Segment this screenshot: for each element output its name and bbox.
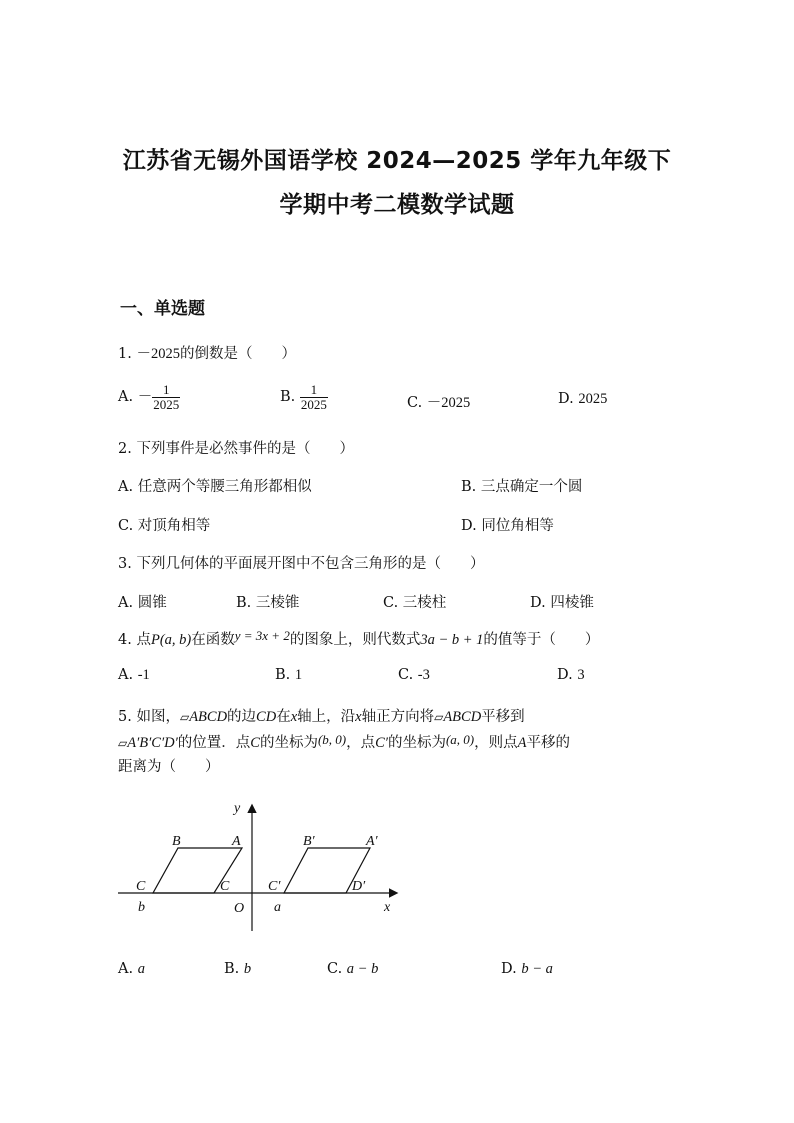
q5-text: 平移到 <box>481 709 525 725</box>
label-c-left: C <box>136 879 146 894</box>
option-text: 三棱柱 <box>402 595 447 611</box>
option-label: D. <box>501 961 517 977</box>
question-4 <box>118 628 599 649</box>
option-text: 同位角相等 <box>481 518 554 534</box>
question-number: 2. <box>118 441 132 457</box>
q4-text: 的值等于（ ） <box>483 632 600 648</box>
function-expression: y = 3x + 2 <box>234 628 290 643</box>
label-b-coordinate: b <box>138 900 145 915</box>
q2-option-c[interactable] <box>118 514 210 535</box>
label-a-coordinate: a <box>274 900 281 915</box>
option-label: D. <box>557 667 573 683</box>
translation-figure <box>118 798 408 938</box>
option-label: B. <box>224 961 240 977</box>
parallelogram-name: ABCD <box>189 709 228 725</box>
q3-option-a[interactable] <box>118 591 167 612</box>
label-c-right: C <box>220 879 230 894</box>
label-c-prime: C′ <box>268 879 281 894</box>
option-value: －2025 <box>426 395 471 411</box>
coordinate: (b, 0) <box>317 732 347 747</box>
document-title-line2: 学期中考二模数学试题 <box>279 192 515 218</box>
q4-text: 在函数 <box>191 632 235 648</box>
option-label: A. <box>118 389 134 406</box>
q5-text: 的坐标为 <box>259 735 318 751</box>
question-1 <box>118 342 296 363</box>
section-heading: 一、单选题 <box>120 299 205 319</box>
fraction-numerator: 1 <box>300 383 328 398</box>
fraction-denominator: 2025 <box>153 396 180 412</box>
algebraic-expression: 3a − b + 1 <box>420 632 484 648</box>
y-axis-label: y <box>234 801 241 816</box>
coordinate: (a, 0) <box>445 732 475 747</box>
question-number: 5. <box>118 709 132 725</box>
option-value: a − b <box>346 961 379 977</box>
q5-text: 的坐标为 <box>387 735 446 751</box>
option-text: 任意两个等腰三角形都相似 <box>137 479 312 495</box>
label-a-prime: A′ <box>366 834 378 849</box>
q2-stem-text: 下列事件是必然事件的是（ ） <box>136 441 354 457</box>
option-label: B. <box>275 667 291 683</box>
parallelogram-icon: ▱ <box>118 736 128 750</box>
point-a: A <box>517 735 527 751</box>
x-axis-var: x <box>290 709 298 725</box>
parallelogram-name: ABCD <box>443 709 482 725</box>
option-label: A. <box>118 961 134 977</box>
option-value: a <box>137 961 145 977</box>
option-label: C. <box>118 518 134 534</box>
q5-text: 的位置．点 <box>177 735 251 751</box>
q5-text: ，则点 <box>474 735 518 751</box>
option-label: A. <box>118 595 134 611</box>
question-5-line3: 距离为（ ） <box>118 759 220 775</box>
fraction-denominator: 2025 <box>300 396 327 412</box>
q5-text: 轴正方向将 <box>361 709 435 725</box>
option-label: D. <box>558 391 574 407</box>
option-text: 三棱锥 <box>255 595 300 611</box>
q4-option-d[interactable] <box>557 667 585 684</box>
q5-option-c[interactable] <box>327 961 378 978</box>
q4-text: 的图象上，则代数式 <box>289 632 421 648</box>
option-label: C. <box>383 595 399 611</box>
q5-text: 平移的 <box>526 735 570 751</box>
question-number: 4. <box>118 632 132 648</box>
label-b-vertex: B <box>172 834 181 849</box>
option-text: 三点确定一个圆 <box>480 479 583 495</box>
question-5-line2 <box>118 731 570 752</box>
q1-option-d[interactable] <box>558 391 607 408</box>
q5-option-b[interactable] <box>224 961 251 978</box>
option-value: b <box>243 961 252 977</box>
q1-stem-text: 的倒数是（ ） <box>179 346 296 362</box>
origin-label: O <box>234 901 245 916</box>
option-label: D. <box>461 518 477 534</box>
q4-option-b[interactable] <box>275 667 302 684</box>
question-5-line1 <box>118 705 525 726</box>
q4-option-c[interactable] <box>398 667 430 684</box>
option-text: 对顶角相等 <box>137 518 211 534</box>
option-value: b − a <box>521 961 553 977</box>
parallelogram-icon: ▱ <box>179 710 190 724</box>
label-b-prime: B′ <box>303 834 315 849</box>
q3-stem-text: 下列几何体的平面展开图中不包含三角形的是（ ） <box>136 556 485 572</box>
edge-cd: CD <box>256 709 277 725</box>
option-value: 2025 <box>578 391 608 407</box>
option-text: 圆锥 <box>137 595 167 611</box>
question-2 <box>118 437 354 458</box>
q1-value: －2025 <box>136 346 180 362</box>
parallelogram-icon: ▱ <box>434 710 444 724</box>
option-value: -3 <box>417 667 430 683</box>
question-3 <box>118 552 484 573</box>
option-label: C. <box>398 667 414 683</box>
minus-sign: － <box>137 389 153 406</box>
option-label: D. <box>530 595 546 611</box>
option-label: B. <box>280 389 296 406</box>
question-number: 3. <box>118 556 132 572</box>
option-value: 1 <box>294 667 303 683</box>
q2-option-a[interactable] <box>118 475 312 496</box>
q4-text: 点 <box>136 632 151 648</box>
fraction <box>152 383 180 411</box>
fraction <box>300 383 328 411</box>
option-label: A. <box>118 667 134 683</box>
option-label: C. <box>327 961 343 977</box>
option-label: B. <box>461 479 477 495</box>
point-coordinate: (a, b) <box>159 632 192 648</box>
x-axis-var: x <box>355 709 362 725</box>
q5-text: 在 <box>276 709 291 725</box>
x-axis-label: x <box>384 900 391 915</box>
q3-option-d[interactable] <box>530 591 594 612</box>
q3-option-c[interactable] <box>383 591 446 612</box>
point-p: P <box>150 632 160 648</box>
option-label: C. <box>407 395 423 411</box>
q5-text: ，点 <box>346 735 376 751</box>
q4-option-a[interactable] <box>118 667 150 684</box>
label-a-vertex: A <box>232 834 241 849</box>
q5-text: 轴上，沿 <box>297 709 356 725</box>
q1-option-a[interactable] <box>118 383 180 411</box>
parallelogram-name: A′B′C′D′ <box>127 735 178 751</box>
document-title-line1: 江苏省无锡外国语学校 2024—2025 学年九年级下 <box>122 148 672 174</box>
question-number: 1. <box>118 346 132 362</box>
q2-option-d[interactable] <box>461 514 554 535</box>
option-label: A. <box>118 479 134 495</box>
fraction-numerator: 1 <box>152 383 180 398</box>
point-c: C <box>250 735 260 751</box>
option-text: 四棱锥 <box>550 595 594 611</box>
q5-text: 如图， <box>136 709 180 725</box>
q5-option-a[interactable] <box>118 961 145 978</box>
label-d-prime: D′ <box>352 879 366 894</box>
option-value: 3 <box>577 667 585 683</box>
option-label: B. <box>236 595 252 611</box>
point-c-prime: C′ <box>375 735 388 751</box>
option-value: -1 <box>137 667 150 683</box>
q5-text: 的边 <box>227 709 257 725</box>
q1-option-c[interactable] <box>407 391 470 412</box>
q1-option-b[interactable] <box>280 383 328 411</box>
q5-option-d[interactable] <box>501 961 553 978</box>
q2-option-b[interactable] <box>461 475 582 496</box>
q3-option-b[interactable] <box>236 591 299 612</box>
